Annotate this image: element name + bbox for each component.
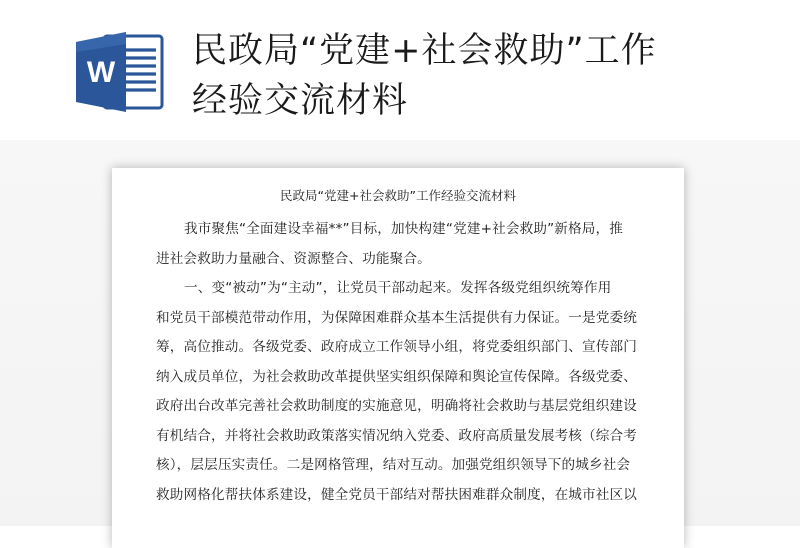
- document-line: 核），层层压实责任。二是网格管理，结对互动。加强党组织领导下的城乡社会: [156, 457, 631, 473]
- word-icon-letter: W: [86, 56, 116, 89]
- document-line: 纳入成员单位，为社会救助改革提供坚实组织保障和舆论宣传保障。各级党委、: [156, 368, 638, 385]
- document-line: 有机结合，并将社会救助政策落实情况纳入党委、政府高质量发展考核（综合考: [156, 427, 638, 444]
- document-body: [156, 215, 656, 510]
- document-title: 民政局“党建+社会救助”工作经验交流材料: [280, 188, 516, 203]
- document-line: 和党员干部模范带动作用，为保障困难群众基本生活提供有力保证。一是党委统: [156, 309, 638, 326]
- document-line: 政府出台改革完善社会救助制度的实施意见，明确将社会救助与基层党组织建设: [156, 398, 638, 414]
- document-line: 我市聚焦“全面建设幸福**”目标，加快构建“党建+社会救助”新格局，推: [184, 221, 624, 237]
- document-line: 一、变“被动”为“主动”，让党员干部动起来。发挥各级党组织统筹作用: [184, 280, 612, 296]
- document-line: 进社会救助力量融合、资源整合、功能聚合。: [156, 250, 431, 267]
- page-title: [192, 26, 752, 126]
- document-line: 救助网格化帮扶体系建设，健全党员干部结对帮扶困难群众制度，在城市社区以: [156, 486, 638, 503]
- page-title-line: 经验交流材料: [192, 81, 409, 121]
- microsoft-word-icon: [74, 32, 166, 112]
- page-title-line: 民政局“党建+社会救助”工作: [192, 31, 657, 71]
- document-page: [112, 168, 684, 548]
- header: [0, 0, 800, 140]
- document-line: 筹，高位推动。各级党委、政府成立工作领导小组，将党委组织部门、宣传部门: [156, 339, 638, 355]
